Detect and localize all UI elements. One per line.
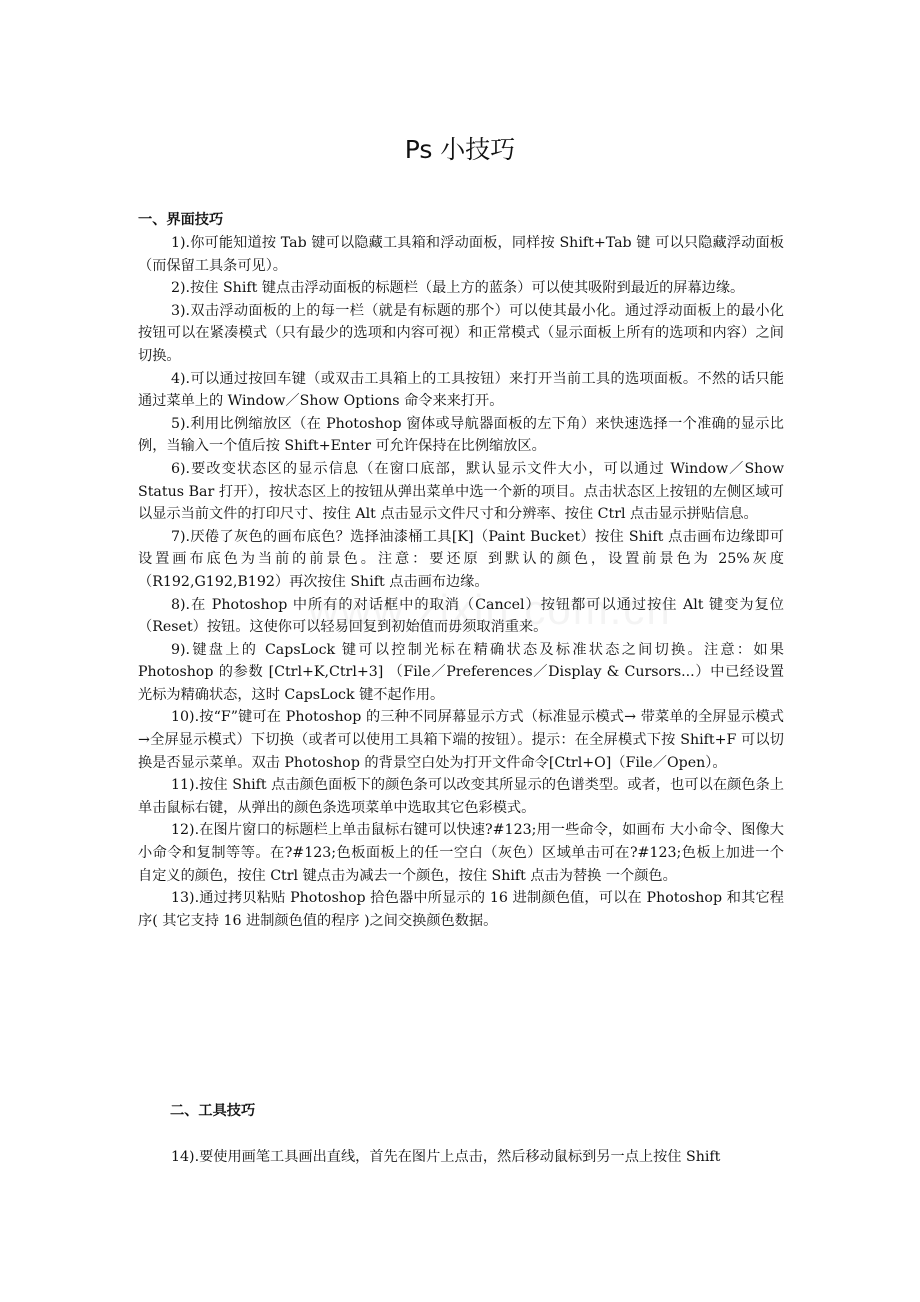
tip-paragraph: 6).要改变状态区的显示信息（在窗口底部，默认显示文件大小，可以通过 Window／Show Status Bar 打开），按状态区上的按钮从弹出菜单中选一个新的项目。点击状态区上按钮的左侧区域可以显示当前文件的打印尺寸、按住 Alt 点击显示文件尺寸和分辨率、按住 Ctrl 点击显示拼贴信息。 bbox=[138, 460, 784, 523]
tip-paragraph: 1).你可能知道按 Tab 键可以隐藏工具箱和浮动面板，同样按 Shift+Tab 键 可以只隐藏浮动面板（而保留工具条可见）。 bbox=[138, 235, 784, 274]
tip-paragraph: 9).键盘上的 CapsLock 键可以控制光标在精确状态及标准状态之间切换。注意：如果 Photoshop 的参数 [Ctrl+K,Ctrl+3] （File／Preferences／Display & Cursors...）中已经设置光标为精确状态，这时 CapsLock 键不起作用。 bbox=[138, 641, 784, 703]
tip-paragraph: 12).在图片窗口的标题栏上单击鼠标右键可以快速?#123;用一些命令，如画布 大小命令、图像大小命令和复制等等。在?#123;色板面板上的任一空白（灰色）区域单击可在?#123;色板上加进一个 自定义的颜色，按住 Ctrl 键点击为减去一个颜色，按住 Shift 点击为替换 一个颜色。 bbox=[138, 822, 784, 884]
tip-paragraph: 8).在 Photoshop 中所有的对话框中的取消（Cancel）按钮都可以通过按住 Alt 键变为复位（Reset）按钮。这使你可以轻易回复到初始值而毋须取消重来。 bbox=[138, 596, 784, 636]
section-body-tool-tips bbox=[138, 1146, 784, 1169]
tip-paragraph: 7).厌倦了灰色的画布底色？选择油漆桶工具[K]（Paint Bucket）按住 Shift 点击画布边缘即可设置画布底色为当前的前景色。注意：要还原 到默认的颜色，设置前景色为 25%灰度（R192,G192,B192）再次按住 Shift 点击画布边缘。 bbox=[138, 528, 784, 590]
tip-paragraph: 4).可以通过按回车键（或双击工具箱上的工具按钮）来打开当前工具的选项面板。不然的话只能通过菜单上的 Window／Show Options 命令来来打开。 bbox=[138, 370, 784, 410]
tip-paragraph: 11).按住 Shift 点击颜色面板下的颜色条可以改变其所显示的色谱类型。或者，也可以在颜色条上单击鼠标右键，从弹出的颜色条选项菜单中选取其它色彩模式。 bbox=[138, 777, 784, 816]
tip-paragraph: 3).双击浮动面板的上的每一栏（就是有标题的那个）可以使其最小化。通过浮动面板上的最小化按钮可以在紧凑模式（只有最少的选项和内容可视）和正常模式（显示面板上所有的选项和内容）之间切换。 bbox=[138, 302, 784, 364]
section-body-interface-tips bbox=[138, 232, 784, 932]
tip-paragraph: 13).通过拷贝粘贴 Photoshop 拾色器中所显示的 16 进制颜色值，可以在 Photoshop 和其它程序( 其它支持 16 进制颜色值的程序 )之间交换颜色数据。 bbox=[138, 890, 784, 929]
tip-paragraph: 14).要使用画笔工具画出直线，首先在图片上点击，然后移动鼠标到另一点上按住 Shift bbox=[171, 1149, 721, 1165]
section-heading-interface-tips: 一、界面技巧 bbox=[138, 212, 224, 228]
page-title: Ps 小技巧 bbox=[404, 135, 516, 164]
tip-paragraph: 5).利用比例缩放区（在 Photoshop 窗体或导航器面板的左下角）来快速选择一个准确的显示比例，当输入一个值后按 Shift+Enter 可允许保持在比例缩放区。 bbox=[138, 415, 784, 455]
section-heading-tool-tips: 二、工具技巧 bbox=[170, 1103, 256, 1119]
tip-paragraph: 10).按“F”键可在 Photoshop 的三种不同屏幕显示方式（标准显示模式→ 带菜单的全屏显示模式→全屏显示模式）下切换（或者可以使用工具箱下端的按钮）。提示：在全屏模式下按 Shift+F 可以切换是否显示菜单。双击 Photoshop 的背景空白处为打开文件命令[Ctrl+O]（File／Open）。 bbox=[138, 709, 784, 771]
tip-paragraph: 2).按住 Shift 键点击浮动面板的标题栏（最上方的蓝条）可以使其吸附到最近的屏幕边缘。 bbox=[171, 280, 745, 297]
